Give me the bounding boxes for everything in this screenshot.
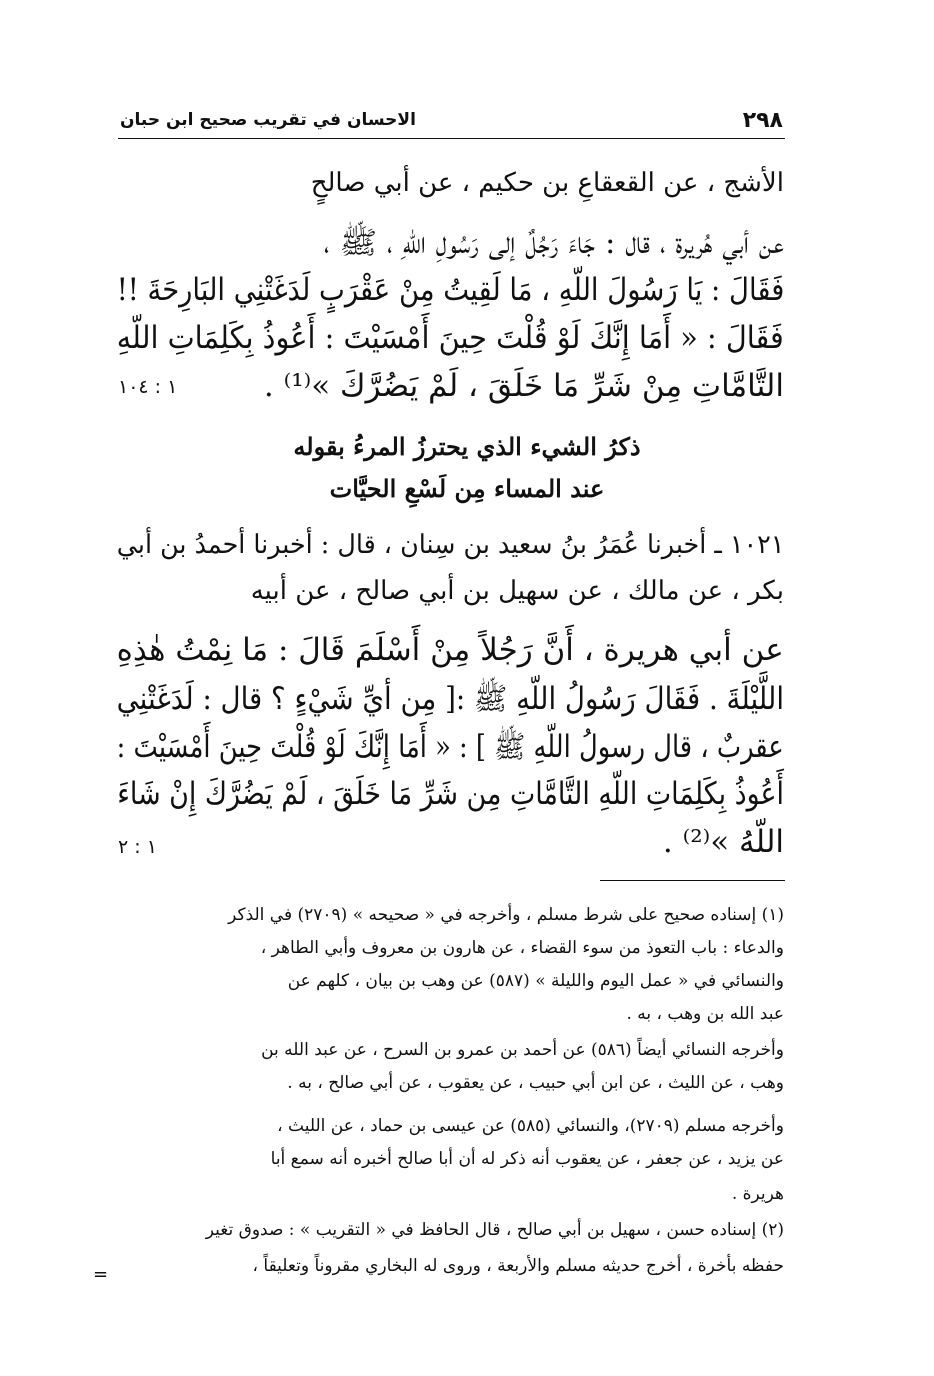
- footnote-line: هريرة .: [731, 1184, 784, 1204]
- footnote-line: وأخرجه مسلم (٢٧٠٩)، والنسائي (٥٨٥) عن عيسى بن حماد ، عن الليث ،: [277, 1116, 784, 1136]
- reference-number: ١ : ٢: [118, 836, 157, 858]
- text-line: عن أبي هريرة ، أَنَّ رَجُلاً مِنْ أَسْلَمَ قَالَ : مَا نِمْتُ هٰذِهِ: [116, 632, 784, 668]
- section-heading-line-2: عند المساء مِن لَسْعِ الحيَّات: [329, 474, 605, 503]
- footnote-line: (٢) إسناده حسن ، سهيل بن أبي صالح ، قال الحافظ في « التقريب » : صدوق تغير: [205, 1220, 784, 1240]
- footnote-line: عن يزيد ، عن جعفر ، عن يعقوب أنه ذكر له أن أبا صالح أخبره أنه سمع أبا: [270, 1149, 784, 1169]
- text-line: اللّهُ »⁽²⁾ .: [662, 824, 784, 860]
- page-header: [118, 108, 785, 139]
- footnote-line: عبد الله بن وهب ، به .: [626, 1004, 784, 1024]
- text-line: التَّامَّاتِ مِنْ شَرِّ مَا خَلَقَ ، لَمْ يَضُرَّكَ »⁽¹⁾ .: [263, 368, 784, 404]
- text-line: ١٠٢١ ـ أخبرنا عُمَرُ بنُ سعيد بن سِنان ، قال : أخبرنا أحمدُ بن أبي: [116, 530, 784, 560]
- text-line: أَعُوذُ بِكَلِمَاتِ اللّهِ التَّامَّاتِ مِن شَرِّ مَا خَلَقَ ، لَمْ يَضُرَّكَ إِنْ شَاءَ: [117, 776, 784, 812]
- reference-number: ١ : ١٠٤: [118, 376, 178, 398]
- page-number: ٢٩٨: [742, 108, 783, 133]
- continuation-mark: =: [93, 1264, 109, 1285]
- running-title: الاحسان في تقريب صحيح ابن حبان: [120, 110, 416, 130]
- footnote-line: وأخرجه النسائي أيضاً (٥٨٦) عن أحمد بن عمرو بن السرح ، عن عبد الله بن: [261, 1040, 784, 1060]
- text-line: فَقَالَ : « أَمَا إِنَّكَ لَوْ قُلْتَ حِينَ أَمْسَيْتَ : أَعُوذُ بِكَلِمَاتِ اللّهِ: [116, 320, 784, 356]
- section-heading-line-1: ذكرُ الشيء الذي يحترزُ المرءُ بقوله: [293, 432, 641, 461]
- text-line: عقربٌ ، قال رسولُ اللّهِ ﷺ ] : « أَمَا إِنَّكَ لَوْ قُلْتَ حِينَ أَمْسَيْتَ :: [116, 729, 784, 765]
- text-line: فَقَالَ : يَا رَسُولَ اللّهِ ، مَا لَقِيتُ مِنْ عَقْرَبٍ لَدَغَتْنِي البَارِحَةَ !!: [116, 272, 784, 308]
- footnote-line: (١) إسناده صحيح على شرط مسلم ، وأخرجه في « صحيحه » (٢٧٠٩) في الذكر: [228, 905, 784, 925]
- text-line: الأشج ، عن القعقاعِ بن حكيم ، عن أبي صالحٍ: [310, 168, 784, 198]
- footnote-line: حفظه بأخرة ، أخرج حديثه مسلم والأربعة ، وروى له البخاري مقروناً وتعليقاً ،: [252, 1256, 784, 1276]
- text-line: بكر ، عن مالك ، عن سهيل بن أبي صالح ، عن أبيه: [250, 576, 784, 606]
- footnote-line: وهب ، عن الليث ، عن ابن أبي حبيب ، عن يعقوب ، عن أبي صالح ، به .: [287, 1073, 784, 1093]
- footnote-divider: [600, 880, 785, 881]
- text-line: اللَّيْلَةَ . فَقَالَ رَسُولُ اللّهِ ﷺ :[ مِن أيِّ شَيْءٍ ؟ قال : لَدَغَتْنِي: [116, 681, 784, 717]
- footnote-line: والدعاء : باب التعوذ من سوء القضاء ، عن هارون بن معروف وأبي الطاهر ،: [260, 938, 784, 958]
- text-line: عن أبي هُريرة ، قال : جَاءَ رَجُلٌ إلى رَسُولِ اللّهِ ، ﷺ ،: [323, 225, 784, 261]
- footnote-line: والنسائي في « عمل اليوم والليلة » (٥٨٧) عن وهب بن بيان ، كلهم عن: [287, 971, 784, 991]
